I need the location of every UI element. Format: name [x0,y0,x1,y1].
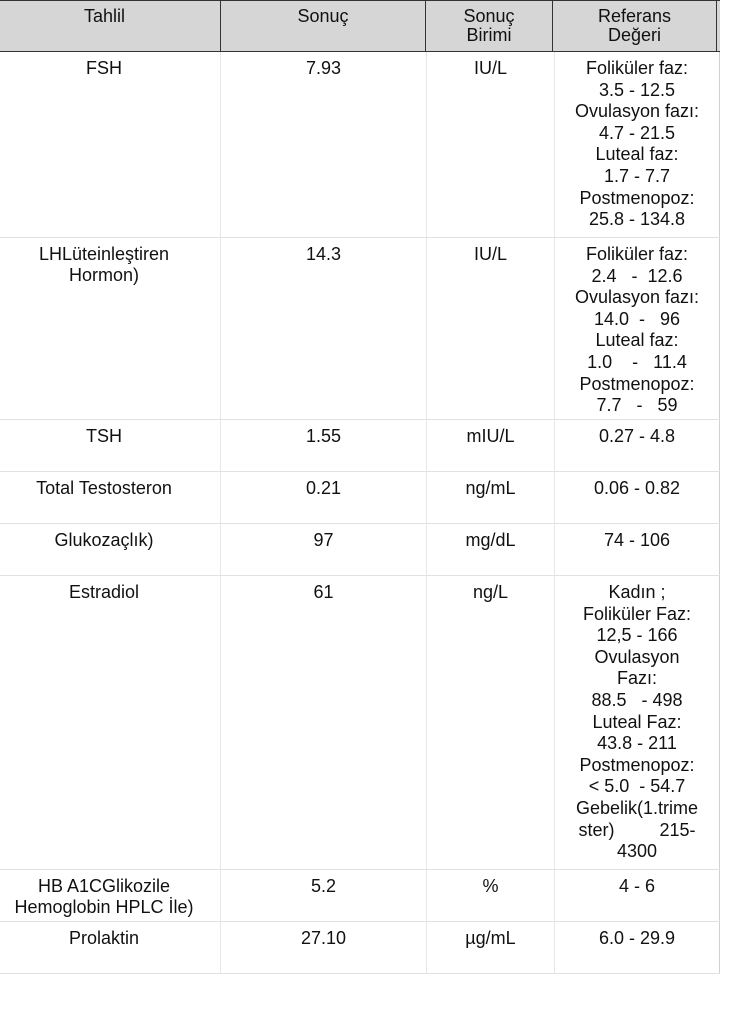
test-result: 7.93 [221,52,427,237]
test-result: 5.2 [221,870,427,921]
test-result: 27.10 [221,922,427,973]
test-result: 0.21 [221,472,427,523]
header-test-name: Tahlil [0,1,221,51]
test-unit: IU/L [427,238,555,419]
test-unit: mg/dL [427,524,555,575]
table-row [0,238,720,420]
test-unit: µg/mL [427,922,555,973]
table-row [0,524,720,576]
test-name: Total Testosteron [0,472,221,523]
test-reference: 4 - 6 [555,870,720,921]
test-reference: 6.0 - 29.9 [555,922,720,973]
test-unit: ng/L [427,576,555,869]
test-unit: % [427,870,555,921]
test-unit: mIU/L [427,420,555,471]
test-name: Estradiol [0,576,221,869]
table-row [0,870,720,922]
table-row [0,420,720,472]
test-name: Glukozaçlık) [0,524,221,575]
test-reference: Foliküler faz: 3.5 - 12.5 Ovulasyon fazı: 4.7 - 21.5 Luteal faz: 1.7 - 7.7 Postmenopoz: 25.8 - 134.8 [555,52,720,237]
test-unit: ng/mL [427,472,555,523]
table-row [0,472,720,524]
table-row [0,922,720,974]
test-result: 1.55 [221,420,427,471]
table-row [0,52,720,238]
test-result: 61 [221,576,427,869]
header-reference: Referans Değeri [552,1,717,51]
table-header [0,0,720,52]
test-name: Prolaktin [0,922,221,973]
header-result: Sonuç [220,1,426,51]
test-name: LHLüteinleştiren Hormon) [0,238,221,419]
test-name: HB A1CGlikozile Hemoglobin HPLC İle) [0,870,221,921]
test-name: TSH [0,420,221,471]
test-unit: IU/L [427,52,555,237]
table-row [0,576,720,870]
header-unit: Sonuç Birimi [425,1,553,51]
test-reference: Kadın ; Foliküler Faz: 12,5 - 166 Ovulasyon Fazı: 88.5 - 498 Luteal Faz: 43.8 - 211 Postmenopoz: < 5.0 - 54.7 Gebelik(1.trime ster) 215- 4300 [555,576,720,869]
test-reference: 0.27 - 4.8 [555,420,720,471]
test-result: 14.3 [221,238,427,419]
test-reference: 0.06 - 0.82 [555,472,720,523]
test-result: 97 [221,524,427,575]
test-name: FSH [0,52,221,237]
test-reference: 74 - 106 [555,524,720,575]
test-reference: Foliküler faz: 2.4 - 12.6 Ovulasyon fazı: 14.0 - 96 Luteal faz: 1.0 - 11.4 Postmenopoz: 7.7 - 59 [555,238,720,419]
